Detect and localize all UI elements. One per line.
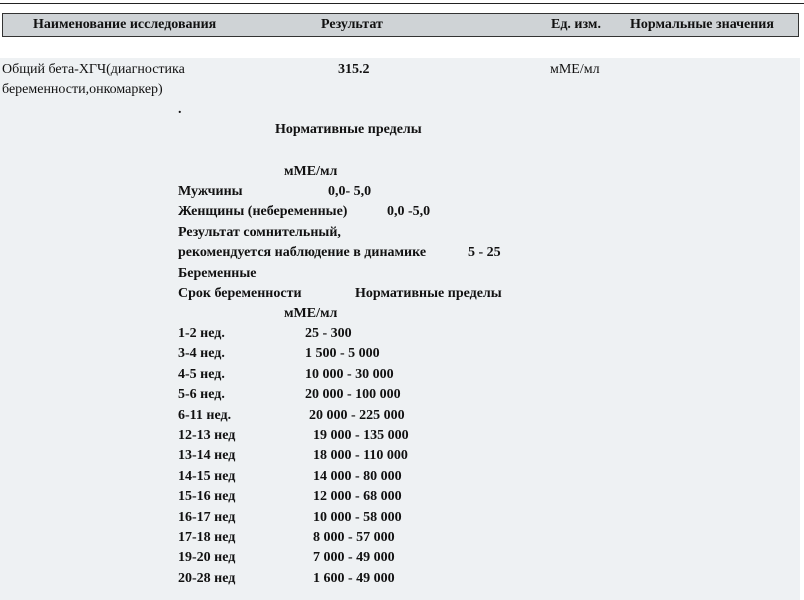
week-term: 15-16 нед bbox=[178, 489, 236, 504]
header-result: Результат bbox=[321, 17, 383, 32]
week-term: 17-18 нед bbox=[178, 530, 236, 545]
week-range: 10 000 - 58 000 bbox=[313, 510, 402, 525]
week-range: 14 000 - 80 000 bbox=[313, 469, 402, 484]
term-norm-header: Нормативные пределы bbox=[355, 286, 502, 301]
week-range: 10 000 - 30 000 bbox=[305, 367, 394, 382]
week-term: 12-13 нед bbox=[178, 428, 236, 443]
week-term: 3-4 нед. bbox=[178, 346, 225, 361]
week-range: 1 600 - 49 000 bbox=[313, 571, 395, 586]
week-range: 20 000 - 100 000 bbox=[305, 387, 401, 402]
week-term: 5-6 нед. bbox=[178, 387, 225, 402]
week-term: 13-14 нед bbox=[178, 448, 236, 463]
doubtful-line2: рекомендуется наблюдение в динамике bbox=[178, 245, 427, 260]
week-range: 8 000 - 57 000 bbox=[313, 530, 395, 545]
week-term: 19-20 нед bbox=[178, 550, 236, 565]
term-unit: мМЕ/мл bbox=[284, 306, 338, 321]
week-term: 14-15 нед bbox=[178, 469, 236, 484]
week-term: 6-11 нед. bbox=[178, 408, 232, 423]
header-test-name: Наименование исследования bbox=[33, 17, 217, 32]
week-range: 20 000 - 225 000 bbox=[309, 408, 405, 423]
test-result-value: 315.2 bbox=[338, 62, 370, 77]
week-range: 25 - 300 bbox=[305, 326, 352, 341]
week-term: 1-2 нед. bbox=[178, 326, 225, 341]
men-label: Мужчины bbox=[178, 184, 243, 199]
women-label: Женщины (небеременные) bbox=[178, 204, 348, 219]
week-range: 12 000 - 68 000 bbox=[313, 489, 402, 504]
test-name-line1: Общий бета-ХГЧ(диагностика bbox=[2, 62, 185, 77]
top-divider bbox=[0, 0, 804, 4]
week-range: 19 000 - 135 000 bbox=[313, 428, 409, 443]
reference-dot: . bbox=[178, 102, 182, 117]
week-range: 18 000 - 110 000 bbox=[313, 448, 408, 463]
pregnant-label: Беременные bbox=[178, 266, 257, 281]
men-range: 0,0- 5,0 bbox=[328, 184, 372, 199]
week-term: 4-5 нед. bbox=[178, 367, 225, 382]
reference-unit: мМЕ/мл bbox=[284, 164, 338, 179]
term-header: Срок беременности bbox=[178, 286, 302, 301]
test-unit: мМЕ/мл bbox=[550, 62, 600, 77]
week-term: 16-17 нед bbox=[178, 510, 236, 525]
header-unit: Ед. изм. bbox=[551, 17, 601, 32]
week-range: 7 000 - 49 000 bbox=[313, 550, 395, 565]
test-result-row bbox=[0, 58, 800, 600]
table-header bbox=[2, 13, 799, 37]
week-range: 1 500 - 5 000 bbox=[305, 346, 380, 361]
reference-title: Нормативные пределы bbox=[275, 122, 422, 137]
header-normal-values: Нормальные значения bbox=[630, 17, 774, 32]
women-range: 0,0 -5,0 bbox=[387, 204, 431, 219]
week-term: 20-28 нед bbox=[178, 571, 236, 586]
test-name-line2: беременности,онкомаркер) bbox=[2, 82, 163, 97]
doubtful-line1: Результат сомнительный, bbox=[178, 225, 341, 240]
doubtful-range: 5 - 25 bbox=[468, 245, 501, 260]
